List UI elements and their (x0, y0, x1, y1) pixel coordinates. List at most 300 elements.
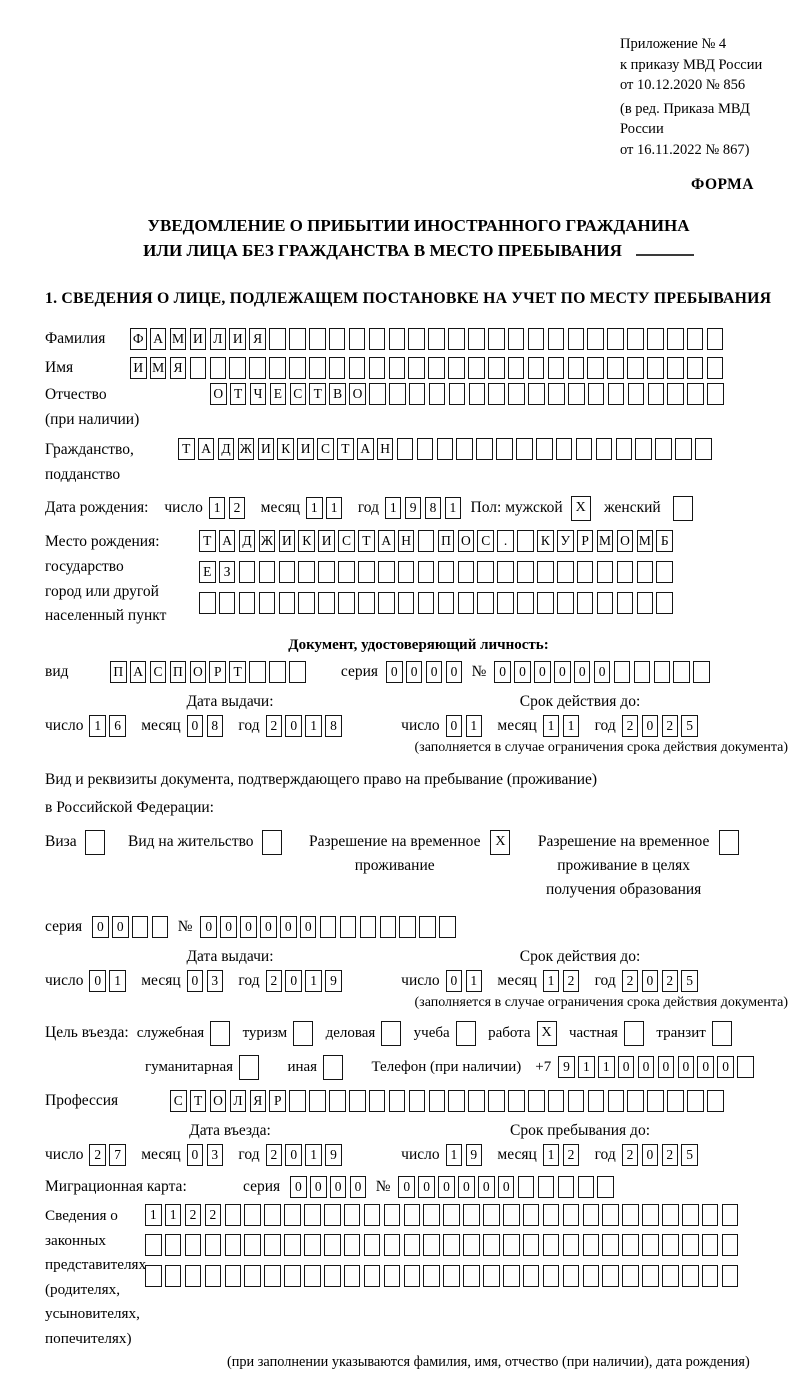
char-cell[interactable] (707, 1090, 724, 1112)
char-cell[interactable] (563, 1234, 580, 1256)
char-cell[interactable] (239, 561, 256, 583)
char-cell[interactable]: И (130, 357, 147, 379)
char-cell[interactable] (289, 328, 306, 350)
char-cell[interactable] (616, 438, 633, 460)
char-cell[interactable]: 0 (642, 1144, 659, 1166)
char-cell[interactable] (369, 357, 386, 379)
char-cell[interactable] (456, 438, 473, 460)
char-cell[interactable] (304, 1265, 321, 1287)
char-cell[interactable] (309, 328, 326, 350)
char-cell[interactable] (477, 592, 494, 614)
char-cell[interactable]: 0 (200, 916, 217, 938)
char-cell[interactable] (627, 357, 644, 379)
char-cell[interactable] (538, 1176, 555, 1198)
char-cell[interactable] (190, 357, 207, 379)
char-cell[interactable] (634, 661, 651, 683)
char-cell[interactable]: 2 (266, 1144, 283, 1166)
char-cell[interactable]: 1 (466, 970, 483, 992)
char-cell[interactable] (614, 661, 631, 683)
char-cell[interactable] (397, 438, 414, 460)
char-cell[interactable]: 3 (207, 970, 224, 992)
char-cell[interactable] (360, 916, 377, 938)
char-cell[interactable]: Д (218, 438, 235, 460)
char-cell[interactable]: 9 (405, 497, 422, 519)
char-cell[interactable]: С (150, 661, 167, 683)
char-cell[interactable] (642, 1234, 659, 1256)
char-cell[interactable]: 0 (280, 916, 297, 938)
char-cell[interactable] (483, 1265, 500, 1287)
char-cell[interactable] (309, 1090, 326, 1112)
char-cell[interactable]: 1 (446, 1144, 463, 1166)
char-cell[interactable] (656, 592, 673, 614)
char-cell[interactable]: 2 (662, 1144, 679, 1166)
char-cell[interactable] (597, 592, 614, 614)
char-cell[interactable] (244, 1204, 261, 1226)
char-cell[interactable] (702, 1234, 719, 1256)
char-cell[interactable] (389, 383, 406, 405)
char-cell[interactable] (508, 328, 525, 350)
char-cell[interactable] (627, 1090, 644, 1112)
char-cell[interactable]: Т (358, 530, 375, 552)
char-cell[interactable] (384, 1204, 401, 1226)
char-cell[interactable] (456, 1021, 476, 1046)
char-cell[interactable] (344, 1204, 361, 1226)
char-cell[interactable]: 0 (697, 1056, 714, 1078)
char-cell[interactable]: 9 (325, 970, 342, 992)
char-cell[interactable] (443, 1265, 460, 1287)
char-cell[interactable] (269, 661, 286, 683)
char-cell[interactable]: И (279, 530, 296, 552)
char-cell[interactable]: 0 (300, 916, 317, 938)
char-cell[interactable] (583, 1204, 600, 1226)
char-cell[interactable] (627, 328, 644, 350)
char-cell[interactable] (329, 1090, 346, 1112)
char-cell[interactable] (528, 383, 545, 405)
char-cell[interactable]: М (150, 357, 167, 379)
char-cell[interactable] (329, 357, 346, 379)
char-cell[interactable] (476, 438, 493, 460)
char-cell[interactable] (667, 328, 684, 350)
char-cell[interactable] (284, 1265, 301, 1287)
char-cell[interactable]: 0 (112, 916, 129, 938)
char-cell[interactable] (378, 592, 395, 614)
char-cell[interactable] (358, 592, 375, 614)
char-cell[interactable]: 2 (622, 970, 639, 992)
char-cell[interactable] (642, 1204, 659, 1226)
char-cell[interactable] (483, 1234, 500, 1256)
char-cell[interactable] (225, 1204, 242, 1226)
char-cell[interactable]: 2 (266, 970, 283, 992)
char-cell[interactable] (423, 1234, 440, 1256)
char-cell[interactable] (468, 357, 485, 379)
char-cell[interactable]: Т (230, 383, 247, 405)
char-cell[interactable] (508, 357, 525, 379)
char-cell[interactable] (165, 1234, 182, 1256)
char-cell[interactable] (418, 592, 435, 614)
char-cell[interactable] (244, 1234, 261, 1256)
char-cell[interactable]: 0 (285, 715, 302, 737)
char-cell[interactable]: У (557, 530, 574, 552)
char-cell[interactable]: А (198, 438, 215, 460)
char-cell[interactable]: 0 (574, 661, 591, 683)
char-cell[interactable] (523, 1265, 540, 1287)
char-cell[interactable]: 1 (305, 1144, 322, 1166)
char-cell[interactable] (682, 1265, 699, 1287)
char-cell[interactable] (577, 561, 594, 583)
char-cell[interactable] (548, 1090, 565, 1112)
char-cell[interactable] (719, 830, 739, 855)
char-cell[interactable]: И (318, 530, 335, 552)
char-cell[interactable]: 0 (220, 916, 237, 938)
char-cell[interactable]: О (210, 383, 227, 405)
char-cell[interactable] (320, 916, 337, 938)
char-cell[interactable] (429, 383, 446, 405)
char-cell[interactable] (635, 438, 652, 460)
char-cell[interactable] (344, 1234, 361, 1256)
char-cell[interactable]: 0 (678, 1056, 695, 1078)
char-cell[interactable]: 0 (240, 916, 257, 938)
char-cell[interactable]: X (490, 830, 510, 855)
char-cell[interactable] (389, 328, 406, 350)
char-cell[interactable] (508, 383, 525, 405)
char-cell[interactable] (279, 592, 296, 614)
char-cell[interactable] (516, 438, 533, 460)
char-cell[interactable] (225, 1234, 242, 1256)
char-cell[interactable] (165, 1265, 182, 1287)
char-cell[interactable] (528, 328, 545, 350)
char-cell[interactable] (152, 916, 169, 938)
char-cell[interactable]: 0 (594, 661, 611, 683)
char-cell[interactable]: О (617, 530, 634, 552)
char-cell[interactable] (503, 1265, 520, 1287)
char-cell[interactable] (737, 1056, 754, 1078)
char-cell[interactable] (369, 383, 386, 405)
char-cell[interactable] (309, 357, 326, 379)
char-cell[interactable] (85, 830, 105, 855)
char-cell[interactable] (289, 1090, 306, 1112)
char-cell[interactable]: 2 (205, 1204, 222, 1226)
char-cell[interactable] (583, 1265, 600, 1287)
char-cell[interactable] (210, 1021, 230, 1046)
char-cell[interactable] (622, 1204, 639, 1226)
char-cell[interactable] (563, 1265, 580, 1287)
char-cell[interactable] (264, 1234, 281, 1256)
char-cell[interactable]: 2 (662, 970, 679, 992)
char-cell[interactable] (497, 561, 514, 583)
char-cell[interactable] (576, 438, 593, 460)
char-cell[interactable]: 0 (514, 661, 531, 683)
char-cell[interactable] (324, 1204, 341, 1226)
char-cell[interactable]: 1 (89, 715, 106, 737)
char-cell[interactable] (563, 1204, 580, 1226)
char-cell[interactable]: А (357, 438, 374, 460)
char-cell[interactable] (458, 592, 475, 614)
char-cell[interactable]: 9 (325, 1144, 342, 1166)
char-cell[interactable] (323, 1055, 343, 1080)
char-cell[interactable] (602, 1265, 619, 1287)
char-cell[interactable]: М (637, 530, 654, 552)
char-cell[interactable] (384, 1265, 401, 1287)
char-cell[interactable]: . (497, 530, 514, 552)
char-cell[interactable] (702, 1265, 719, 1287)
char-cell[interactable] (338, 592, 355, 614)
char-cell[interactable]: 0 (446, 970, 463, 992)
char-cell[interactable] (608, 1090, 625, 1112)
char-cell[interactable]: 2 (662, 715, 679, 737)
char-cell[interactable]: 0 (446, 715, 463, 737)
char-cell[interactable] (205, 1265, 222, 1287)
char-cell[interactable]: 0 (187, 970, 204, 992)
char-cell[interactable] (602, 1234, 619, 1256)
char-cell[interactable]: И (229, 328, 246, 350)
char-cell[interactable]: И (190, 328, 207, 350)
char-cell[interactable]: 0 (285, 970, 302, 992)
char-cell[interactable]: 1 (543, 970, 560, 992)
char-cell[interactable] (543, 1234, 560, 1256)
char-cell[interactable] (349, 1090, 366, 1112)
char-cell[interactable] (418, 530, 435, 552)
char-cell[interactable] (597, 561, 614, 583)
char-cell[interactable]: X (571, 496, 591, 521)
char-cell[interactable] (642, 1265, 659, 1287)
char-cell[interactable] (349, 357, 366, 379)
char-cell[interactable]: 0 (187, 715, 204, 737)
char-cell[interactable] (578, 1176, 595, 1198)
char-cell[interactable]: П (110, 661, 127, 683)
char-cell[interactable] (687, 328, 704, 350)
char-cell[interactable] (557, 561, 574, 583)
char-cell[interactable] (637, 561, 654, 583)
char-cell[interactable] (583, 1234, 600, 1256)
title-blank-line[interactable] (636, 242, 694, 256)
char-cell[interactable]: Т (337, 438, 354, 460)
char-cell[interactable]: 0 (406, 661, 423, 683)
char-cell[interactable] (543, 1265, 560, 1287)
char-cell[interactable] (269, 328, 286, 350)
char-cell[interactable] (384, 1234, 401, 1256)
char-cell[interactable]: С (477, 530, 494, 552)
char-cell[interactable] (259, 561, 276, 583)
char-cell[interactable]: 0 (642, 715, 659, 737)
char-cell[interactable] (597, 1176, 614, 1198)
char-cell[interactable]: К (277, 438, 294, 460)
char-cell[interactable]: 0 (494, 661, 511, 683)
char-cell[interactable] (596, 438, 613, 460)
char-cell[interactable] (588, 383, 605, 405)
char-cell[interactable] (369, 328, 386, 350)
char-cell[interactable] (225, 1265, 242, 1287)
char-cell[interactable] (543, 1204, 560, 1226)
char-cell[interactable]: 9 (558, 1056, 575, 1078)
char-cell[interactable]: О (210, 1090, 227, 1112)
char-cell[interactable] (381, 1021, 401, 1046)
char-cell[interactable] (210, 357, 227, 379)
char-cell[interactable] (437, 438, 454, 460)
char-cell[interactable]: 2 (185, 1204, 202, 1226)
char-cell[interactable] (587, 328, 604, 350)
char-cell[interactable] (568, 357, 585, 379)
char-cell[interactable] (687, 357, 704, 379)
char-cell[interactable] (488, 357, 505, 379)
char-cell[interactable] (398, 561, 415, 583)
char-cell[interactable] (199, 592, 216, 614)
char-cell[interactable] (408, 328, 425, 350)
char-cell[interactable] (548, 328, 565, 350)
char-cell[interactable]: 0 (458, 1176, 475, 1198)
char-cell[interactable] (488, 383, 505, 405)
char-cell[interactable] (673, 496, 693, 521)
char-cell[interactable]: 0 (290, 1176, 307, 1198)
char-cell[interactable]: 1 (305, 715, 322, 737)
char-cell[interactable]: 1 (445, 497, 462, 519)
char-cell[interactable] (695, 438, 712, 460)
char-cell[interactable]: Т (199, 530, 216, 552)
char-cell[interactable] (389, 357, 406, 379)
char-cell[interactable] (344, 1265, 361, 1287)
char-cell[interactable] (667, 357, 684, 379)
char-cell[interactable] (284, 1234, 301, 1256)
char-cell[interactable]: 1 (209, 497, 226, 519)
char-cell[interactable]: 0 (330, 1176, 347, 1198)
char-cell[interactable] (185, 1234, 202, 1256)
char-cell[interactable]: З (219, 561, 236, 583)
char-cell[interactable] (702, 1204, 719, 1226)
char-cell[interactable] (617, 592, 634, 614)
char-cell[interactable] (537, 592, 554, 614)
char-cell[interactable] (607, 328, 624, 350)
char-cell[interactable] (145, 1234, 162, 1256)
char-cell[interactable] (304, 1234, 321, 1256)
char-cell[interactable] (404, 1204, 421, 1226)
char-cell[interactable]: 0 (89, 970, 106, 992)
char-cell[interactable] (528, 357, 545, 379)
char-cell[interactable]: 1 (543, 715, 560, 737)
char-cell[interactable]: 0 (554, 661, 571, 683)
char-cell[interactable] (417, 438, 434, 460)
char-cell[interactable]: 0 (438, 1176, 455, 1198)
char-cell[interactable] (423, 1265, 440, 1287)
char-cell[interactable] (468, 1090, 485, 1112)
char-cell[interactable]: 8 (325, 715, 342, 737)
char-cell[interactable]: А (130, 661, 147, 683)
char-cell[interactable] (423, 1204, 440, 1226)
char-cell[interactable] (409, 383, 426, 405)
char-cell[interactable] (662, 1234, 679, 1256)
char-cell[interactable] (318, 561, 335, 583)
char-cell[interactable] (132, 916, 149, 938)
char-cell[interactable]: 2 (266, 715, 283, 737)
char-cell[interactable] (628, 383, 645, 405)
char-cell[interactable] (568, 383, 585, 405)
char-cell[interactable] (329, 328, 346, 350)
char-cell[interactable] (687, 1090, 704, 1112)
char-cell[interactable] (483, 1204, 500, 1226)
char-cell[interactable] (648, 383, 665, 405)
char-cell[interactable] (577, 592, 594, 614)
char-cell[interactable]: 1 (306, 497, 323, 519)
char-cell[interactable]: Л (210, 328, 227, 350)
char-cell[interactable]: О (190, 661, 207, 683)
char-cell[interactable] (448, 357, 465, 379)
char-cell[interactable] (324, 1234, 341, 1256)
char-cell[interactable]: 1 (598, 1056, 615, 1078)
char-cell[interactable]: О (349, 383, 366, 405)
char-cell[interactable]: 0 (717, 1056, 734, 1078)
char-cell[interactable] (304, 1204, 321, 1226)
char-cell[interactable]: 0 (534, 661, 551, 683)
char-cell[interactable]: С (290, 383, 307, 405)
char-cell[interactable]: 0 (426, 661, 443, 683)
char-cell[interactable] (239, 1055, 259, 1080)
char-cell[interactable] (145, 1265, 162, 1287)
char-cell[interactable]: 1 (578, 1056, 595, 1078)
char-cell[interactable]: 0 (642, 970, 659, 992)
char-cell[interactable] (340, 916, 357, 938)
char-cell[interactable] (364, 1204, 381, 1226)
char-cell[interactable]: 1 (109, 970, 126, 992)
char-cell[interactable]: Д (239, 530, 256, 552)
char-cell[interactable] (448, 328, 465, 350)
char-cell[interactable]: 2 (563, 1144, 580, 1166)
char-cell[interactable] (496, 438, 513, 460)
char-cell[interactable] (537, 561, 554, 583)
char-cell[interactable]: 1 (466, 715, 483, 737)
char-cell[interactable] (229, 357, 246, 379)
char-cell[interactable] (408, 357, 425, 379)
char-cell[interactable] (517, 561, 534, 583)
char-cell[interactable] (675, 438, 692, 460)
char-cell[interactable] (205, 1234, 222, 1256)
char-cell[interactable] (673, 661, 690, 683)
char-cell[interactable] (693, 661, 710, 683)
char-cell[interactable]: В (329, 383, 346, 405)
char-cell[interactable]: Н (377, 438, 394, 460)
char-cell[interactable] (528, 1090, 545, 1112)
char-cell[interactable] (404, 1265, 421, 1287)
char-cell[interactable] (536, 438, 553, 460)
char-cell[interactable]: М (170, 328, 187, 350)
char-cell[interactable] (712, 1021, 732, 1046)
char-cell[interactable]: Н (398, 530, 415, 552)
char-cell[interactable] (298, 592, 315, 614)
char-cell[interactable] (259, 592, 276, 614)
char-cell[interactable] (443, 1204, 460, 1226)
char-cell[interactable]: 1 (145, 1204, 162, 1226)
char-cell[interactable] (284, 1204, 301, 1226)
char-cell[interactable]: 1 (165, 1204, 182, 1226)
char-cell[interactable]: 5 (681, 970, 698, 992)
char-cell[interactable] (488, 328, 505, 350)
char-cell[interactable]: 6 (109, 715, 126, 737)
char-cell[interactable]: 0 (618, 1056, 635, 1078)
char-cell[interactable] (662, 1204, 679, 1226)
char-cell[interactable] (647, 357, 664, 379)
char-cell[interactable]: Я (250, 1090, 267, 1112)
char-cell[interactable] (239, 592, 256, 614)
char-cell[interactable] (364, 1234, 381, 1256)
char-cell[interactable] (289, 661, 306, 683)
char-cell[interactable]: 1 (326, 497, 343, 519)
char-cell[interactable] (298, 561, 315, 583)
char-cell[interactable] (707, 383, 724, 405)
char-cell[interactable]: П (438, 530, 455, 552)
char-cell[interactable] (556, 438, 573, 460)
char-cell[interactable]: 2 (563, 970, 580, 992)
char-cell[interactable]: 0 (260, 916, 277, 938)
char-cell[interactable] (622, 1234, 639, 1256)
char-cell[interactable]: П (170, 661, 187, 683)
char-cell[interactable]: 2 (622, 1144, 639, 1166)
